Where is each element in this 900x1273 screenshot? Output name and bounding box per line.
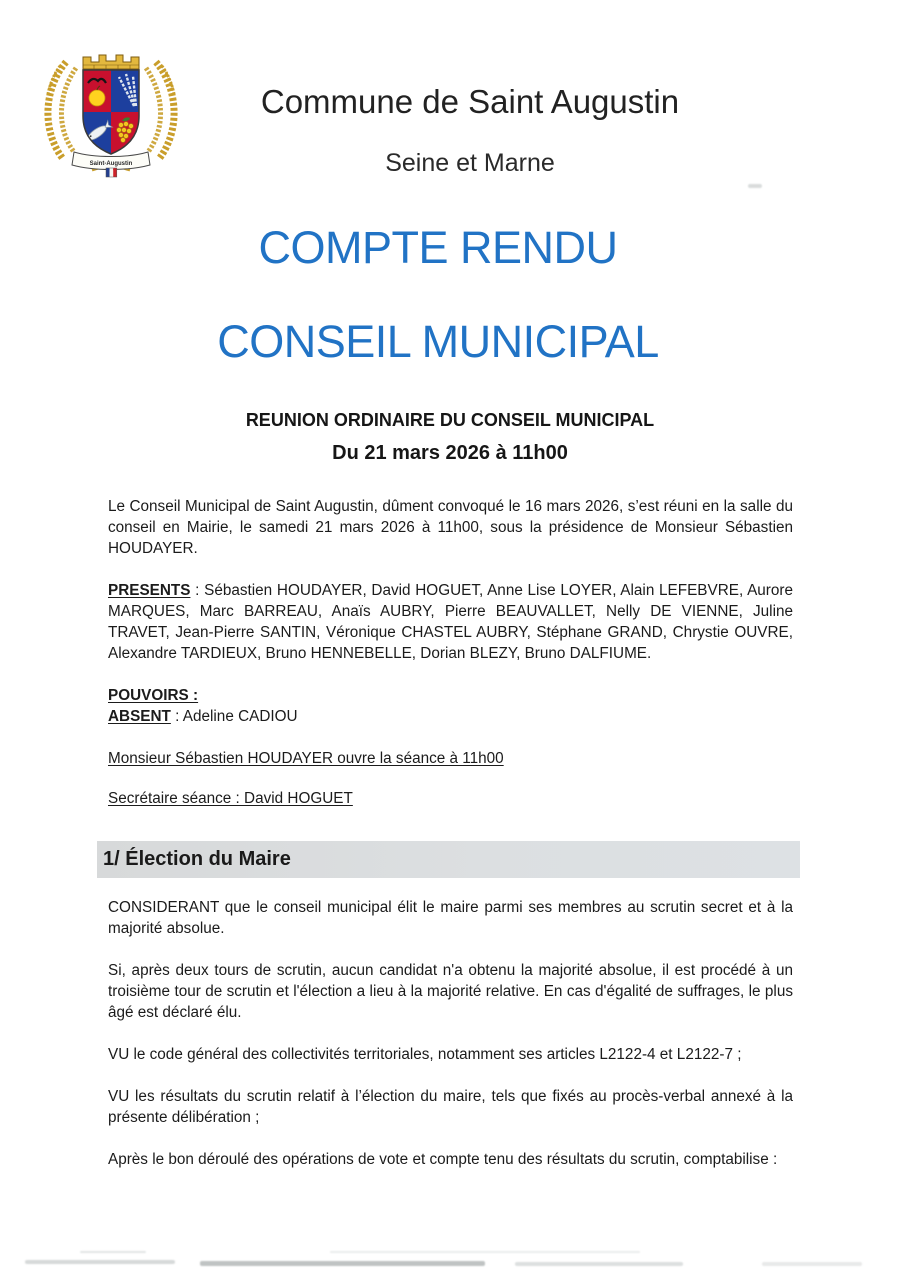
meeting-datetime: Du 21 mars 2026 à 11h00 [332,442,568,464]
scan-artifact [200,1261,485,1266]
scan-artifact [330,1251,640,1253]
shield [83,70,139,156]
conclusion-paragraph: Après le bon déroulé des opérations de vote et compte tenu des résultats du scrutin, comptabilise : [108,1151,778,1168]
presents-paragraph [108,580,793,664]
secretary-line: Secrétaire séance : David HOGUET [108,790,353,807]
absent-names: : Adeline CADIOU [170,708,298,725]
scan-artifact [762,1262,862,1266]
considerant-paragraph: CONSIDERANT que le conseil municipal élit le maire parmi ses membres au scrutin secret et à la majorité absolue. [108,899,793,937]
pouvoirs-label: POUVOIRS : [108,687,199,704]
scan-artifact [25,1260,175,1264]
vu-resultats-paragraph: VU les résultats du scrutin relatif à l’élection du maire, tels que fixés au procès-verbal annexé à la présente délibération ; [108,1088,793,1126]
document-body [103,496,793,1170]
section1-heading: 1/ Élection du Maire [97,841,800,878]
mural-crown [83,55,139,69]
session-opening-line: Monsieur Sébastien HOUDAYER ouvre la séance à 11h00 [108,750,504,767]
scrutin-rules-paragraph: Si, après deux tours de scrutin, aucun candidat n'a obtenu la majorité absolue, il est procédé à un troisième tour de scrutin et l'élection a lieu à la majorité relative. En cas d'égalité de suffrages, le plus âgé est déclaré élu. [108,962,793,1021]
pouvoirs-absent-block [108,685,793,727]
vu-code-paragraph: VU le code général des collectivités territoriales, notamment ses articles L2122-4 et L2122-7 ; [108,1046,742,1063]
doc-title-line1: COMPTE RENDU [258,222,618,273]
meeting-heading: REUNION ORDINAIRE DU CONSEIL MUNICIPAL [245,410,655,430]
presents-names: : Sébastien HOUDAYER, David HOGUET, Anne Lise LOYER, Alain LEFEBVRE, Aurore MARQUES, Marc BARREAU, Anaïs AUBRY, Pierre BEAUVALLET, Nelly DE VIENNE, Juline TRAVET, Jean-Pierre SANTIN, Véronique CHASTEL AUBRY, Stéphane GRAND, Chrystie OUVRE, Alexandre TARDIEUX, Bruno HENNEBELLE, Dorian BLEZY, Bruno DALFIUME. [108,582,793,662]
coat-of-arms-svg [36,46,186,186]
scan-artifact [748,184,762,188]
french-flag-icon [106,168,117,177]
departement-name: Seine et Marne [385,149,555,177]
commune-name: Commune de Saint Augustin [260,83,680,120]
coat-of-arms-icon [36,46,186,186]
scan-artifact [80,1251,146,1253]
absent-label: ABSENT [108,708,171,725]
intro-paragraph: Le Conseil Municipal de Saint Augustin, dûment convoqué le 16 mars 2026, s’est réuni en la salle du conseil en Mairie, le samedi 21 mars 2026 à 11h00, sous la présidence de Monsieur Sébastien HOUDAYER. [108,498,793,557]
presents-label: PRESENTS [108,582,191,599]
apple-charge [89,90,105,106]
doc-title-line2: CONSEIL MUNICIPAL [217,316,659,367]
banner-text: Saint-Augustin [89,161,133,167]
scan-artifact [515,1262,683,1266]
